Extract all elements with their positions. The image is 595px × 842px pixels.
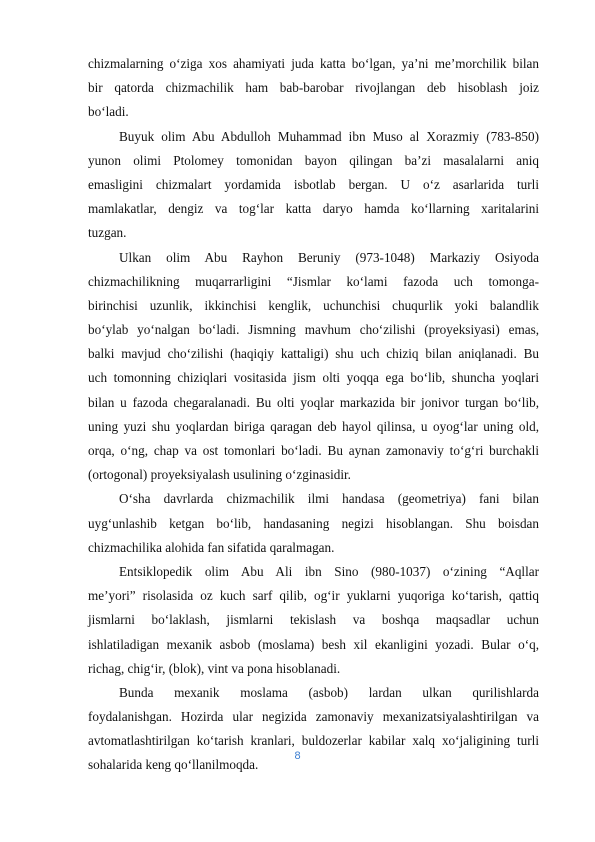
document-body (88, 52, 539, 778)
text-line: bir qatorda chizmachilik ham bab-barobar rivojlangan deb hisoblash joiz (88, 80, 539, 96)
text-line: chizmachilika alohida fan sifatida qaralmagan. (88, 539, 335, 555)
text-line: avtomatlashtirilgan ko‘tarish kranlari, buldozerlar kabilar xalq xo‘jaligining turli (88, 733, 539, 749)
paragraph (88, 246, 539, 488)
text-line: orqa, o‘ng, chap va ost tomonlari bo‘ladi. Bu aynan zamonaviy to‘g‘ri burchakli (88, 443, 539, 458)
text-line: (ortogonal) proyeksiyalash usulining o‘zginasidir. (88, 467, 351, 483)
text-line: uyg‘unlashib ketgan bo‘lib, handasaning negizi hisoblangan. Shu boisdan (88, 515, 539, 531)
text-line: emasligini chizmalart yordamida isbotlab bergan. U o‘z asarlarida turli (88, 176, 539, 192)
text-line: bo‘ladi. (88, 104, 129, 120)
text-line: chizmachilikning muqarrarligini “Jismlar ko‘lami fazoda uch tomonga- (88, 273, 539, 289)
text-line: mamlakatlar, dengiz va tog‘lar katta daryo hamda ko‘llarning xaritalarini (88, 201, 539, 217)
text-line: bo‘ylab yo‘nalgan bo‘ladi. Jismning mavhum cho‘zilishi (proyeksiyasi) emas, (88, 322, 539, 338)
text-line: ishlatiladigan mexanik asbob (moslama) besh xil ekanligini yozadi. Bular o‘q, (88, 636, 539, 652)
text-line: birinchisi uzunlik, ikkinchisi kenglik, uchunchisi chuqurlik yoki balandlik (88, 297, 539, 313)
text-line: richag, chig‘ir, (blok), vint va pona hisoblanadi. (88, 660, 341, 676)
paragraph (88, 560, 539, 681)
paragraph (88, 487, 539, 560)
text-line: tuzgan. (88, 225, 127, 241)
text-line: me’yori” risolasida oz kuch sarf qilib, og‘ir yuklarni yuqoriga ko‘tarish, qattiq (88, 588, 539, 604)
text-line: balki mavjud cho‘zilishi (haqiqiy kattaligi) shu uch chiziq bilan aniqlanadi. Bu (88, 346, 539, 362)
text-line: chizmalarning o‘ziga xos ahamiyati juda katta bo‘lgan, ya’ni me’morchilik bilan (88, 56, 539, 71)
paragraph (88, 125, 539, 246)
text-line: uning yuzi shu yoqlardan biriga qaragan deb hayol qilinsa, u oyog‘lar uning old, (88, 418, 539, 434)
text-line: Bunda mexanik moslama (asbob) lardan ulkan qurilishlarda (119, 684, 539, 700)
text-line: yunon olimi Ptolomey tomonidan bayon qilingan ba’zi masalalarni aniq (88, 152, 539, 168)
text-line: O‘sha davrlarda chizmachilik ilmi handasa (geometriya) fani bilan (119, 491, 539, 507)
text-line: Buyuk olim Abu Abdulloh Muhammad ibn Muso al Xorazmiy (783-850) (119, 128, 539, 144)
text-line: Entsiklopedik olim Abu Ali ibn Sino (980-1037) o‘zining “Aqllar (119, 563, 539, 579)
paragraph (88, 52, 539, 125)
paragraph (88, 681, 539, 778)
page-number: 8 (294, 750, 301, 762)
text-line: uch tomonning chiziqlari vositasida jism olti yoqqa ega bo‘lib, shuncha yoqlari (88, 370, 539, 386)
text-line: foydalanishgan. Hozirda ular negizida zamonaviy mexanizatsiyalashtirilgan va (88, 709, 539, 725)
text-line: jismlarni bo‘laklash, jismlarni tekislash va boshqa maqsadlar uchun (88, 612, 539, 628)
text-line: Ulkan olim Abu Rayhon Beruniy (973-1048) Markaziy Osiyoda (119, 249, 539, 265)
text-line: bilan u fazoda chegaralanadi. Bu olti yoqlar markazida bir jonivor turgan bo‘lib, (88, 394, 539, 410)
text-line: sohalarida keng qo‘llanilmoqda. (88, 757, 259, 773)
